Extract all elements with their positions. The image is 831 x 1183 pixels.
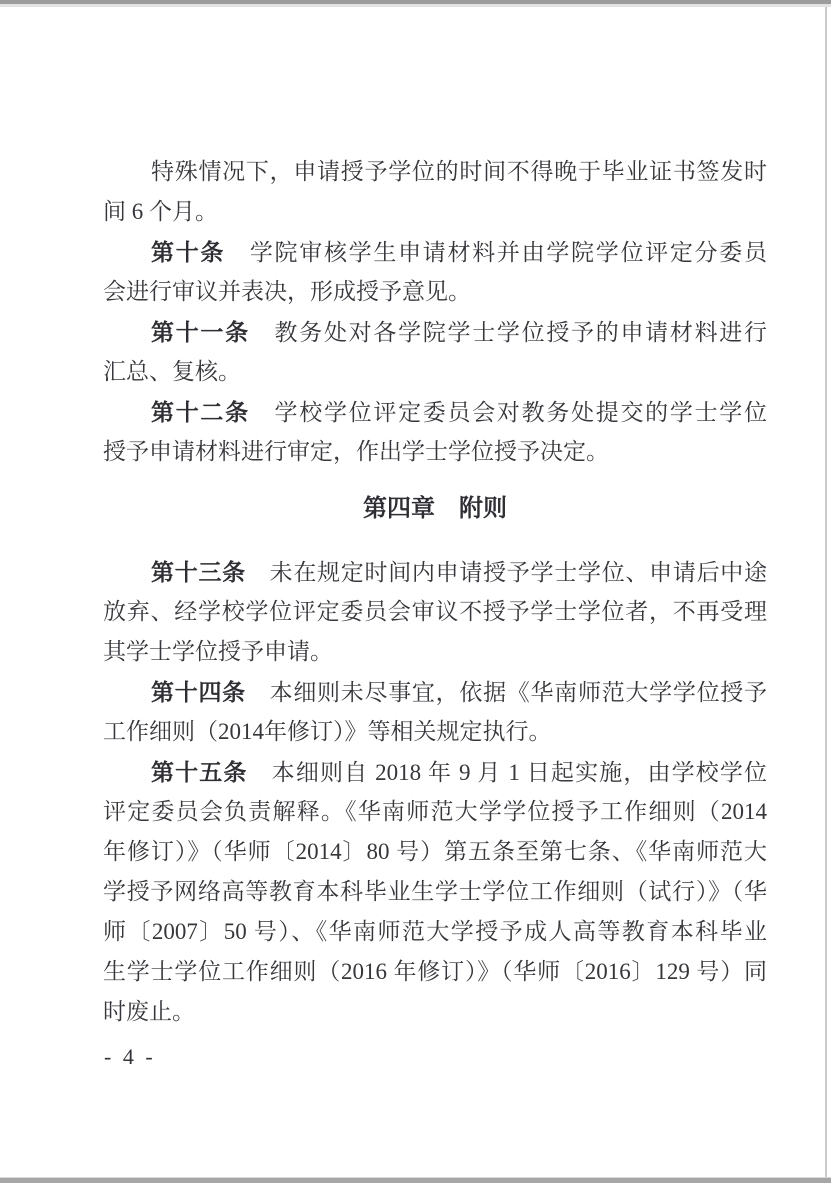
article-number: 第十三条 [151, 559, 246, 585]
document-line [103, 712, 767, 752]
article-number: 第十条 [151, 239, 226, 265]
document-line [103, 152, 767, 192]
line-text: 本细则未尽事宜，依据《华南师范大学学位授予 [245, 680, 767, 705]
line-text: 特殊情况下，申请授予学位的时间不得晚于毕业证书签发时 [151, 159, 767, 184]
document-line [103, 952, 767, 992]
page-bottom-edge [0, 1178, 831, 1183]
document-line [103, 872, 767, 912]
chapter-heading: 第四章 附则 [363, 495, 507, 522]
document-line [103, 192, 767, 232]
line-text: 时废止。 [103, 999, 195, 1024]
document-line [103, 432, 767, 472]
line-text: 会进行审议并表决，形成授予意见。 [103, 279, 471, 304]
document-line [103, 352, 767, 392]
article-number: 第十一条 [151, 319, 250, 345]
line-text: 放弃、经学校学位评定委员会审议不授予学士学位者，不再受理 [103, 599, 767, 624]
line-text: 授予申请材料进行审定，作出学士学位授予决定。 [103, 439, 609, 464]
document-line [103, 552, 767, 592]
document-line [103, 232, 767, 272]
page-right-edge [825, 7, 827, 1177]
line-text: 其学士学位授予申请。 [103, 639, 333, 664]
document-line [103, 992, 767, 1032]
document-line [103, 632, 767, 672]
article-number: 第十四条 [151, 679, 246, 705]
line-text: 未在规定时间内申请授予学士学位、申请后中途 [245, 560, 767, 585]
line-text: 生学士学位工作细则（2016 年修订）》（华师〔2016〕129 号）同 [103, 959, 767, 984]
line-text: 汇总、复核。 [103, 359, 241, 384]
line-text: 教务处对各学院学士学位授予的申请材料进行 [249, 320, 767, 345]
line-text: 间 6 个月。 [103, 199, 218, 224]
document-line [103, 912, 767, 952]
line-text: 学授予网络高等教育本科毕业生学士学位工作细则（试行）》（华 [103, 879, 767, 904]
line-text: 年修订）》（华师〔2014〕80 号）第五条至第七条、《华南师范大 [103, 839, 767, 864]
document-line [103, 792, 767, 832]
page-number: - 4 - [104, 1044, 156, 1069]
document-line [103, 832, 767, 872]
document-line [103, 392, 767, 432]
article-number: 第十二条 [151, 399, 250, 425]
line-text: 本细则自 2018 年 9 月 1 日起实施，由学校学位 [247, 760, 767, 785]
line-text: 学校学位评定委员会对教务处提交的学士学位 [249, 400, 767, 425]
document-body [103, 152, 767, 1032]
line-text: 评定委员会负责解释。《华南师范大学学位授予工作细则（2014 [103, 799, 767, 824]
document-line [103, 312, 767, 352]
document-line [103, 272, 767, 312]
document-line [103, 592, 767, 632]
article-number: 第十五条 [151, 759, 248, 785]
document-line [103, 672, 767, 712]
page-top-edge-highlight [0, 4, 831, 7]
document-line [103, 752, 767, 792]
line-text: 学院审核学生申请材料并由学院学位评定分委员 [225, 240, 767, 265]
line-text: 师〔2007〕50 号）、《华南师范大学授予成人高等教育本科毕业 [103, 919, 767, 944]
line-text: 工作细则（2014年修订）》等相关规定执行。 [103, 719, 552, 744]
